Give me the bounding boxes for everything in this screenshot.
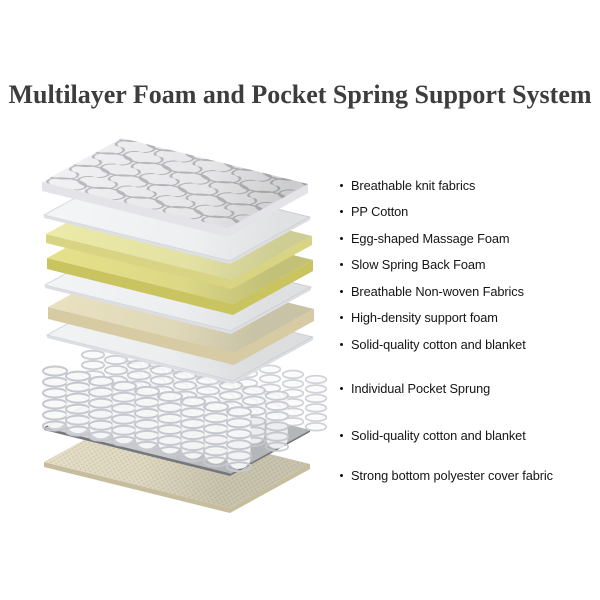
bullet-icon xyxy=(340,434,343,437)
feature-label: PP Cotton xyxy=(351,204,409,220)
bullet-icon xyxy=(340,316,343,319)
feature-item xyxy=(340,463,595,490)
feature-label: Individual Pocket Sprung xyxy=(351,381,491,397)
feature-label: Egg-shaped Massage Foam xyxy=(351,230,510,246)
bullet-icon xyxy=(340,290,343,293)
bullet-icon xyxy=(340,237,343,240)
feature-label: Solid-quality cotton and blanket xyxy=(351,427,526,443)
feature-item xyxy=(340,331,595,358)
feature-item xyxy=(340,376,595,403)
bullet-icon xyxy=(340,387,343,390)
pocket-spring xyxy=(158,392,182,457)
feature-item xyxy=(340,172,595,199)
feature-item xyxy=(340,305,595,332)
pocket-spring xyxy=(135,386,159,451)
pocket-spring xyxy=(89,376,113,441)
pocket-spring xyxy=(306,375,327,430)
feature-label: High-density support foam xyxy=(351,310,498,326)
pocket-spring xyxy=(112,381,136,446)
feature-list xyxy=(340,172,595,489)
feature-item xyxy=(340,225,595,252)
bullet-icon xyxy=(340,184,343,187)
pocket-spring xyxy=(66,371,90,436)
feature-item xyxy=(340,199,595,226)
feature-item xyxy=(340,422,595,449)
bullet-icon xyxy=(340,263,343,266)
feature-label: Strong bottom polyester cover fabric xyxy=(351,468,553,484)
pocket-spring xyxy=(266,391,288,451)
feature-label: Breathable knit fabrics xyxy=(351,177,476,193)
pocket-spring xyxy=(204,402,228,467)
pocket-spring xyxy=(43,366,67,431)
bullet-icon xyxy=(340,474,343,477)
feature-item xyxy=(340,278,595,305)
pocket-spring xyxy=(227,407,251,472)
bullet-icon xyxy=(340,210,343,213)
feature-label: Slow Spring Back Foam xyxy=(351,257,486,273)
feature-label: Breathable Non-woven Fabrics xyxy=(351,283,524,299)
page-title: Multilayer Foam and Pocket Spring Support System xyxy=(8,80,592,109)
bullet-icon xyxy=(340,343,343,346)
feature-item xyxy=(340,252,595,279)
feature-label: Solid-quality cotton and blanket xyxy=(351,336,526,352)
pocket-spring xyxy=(181,397,205,462)
